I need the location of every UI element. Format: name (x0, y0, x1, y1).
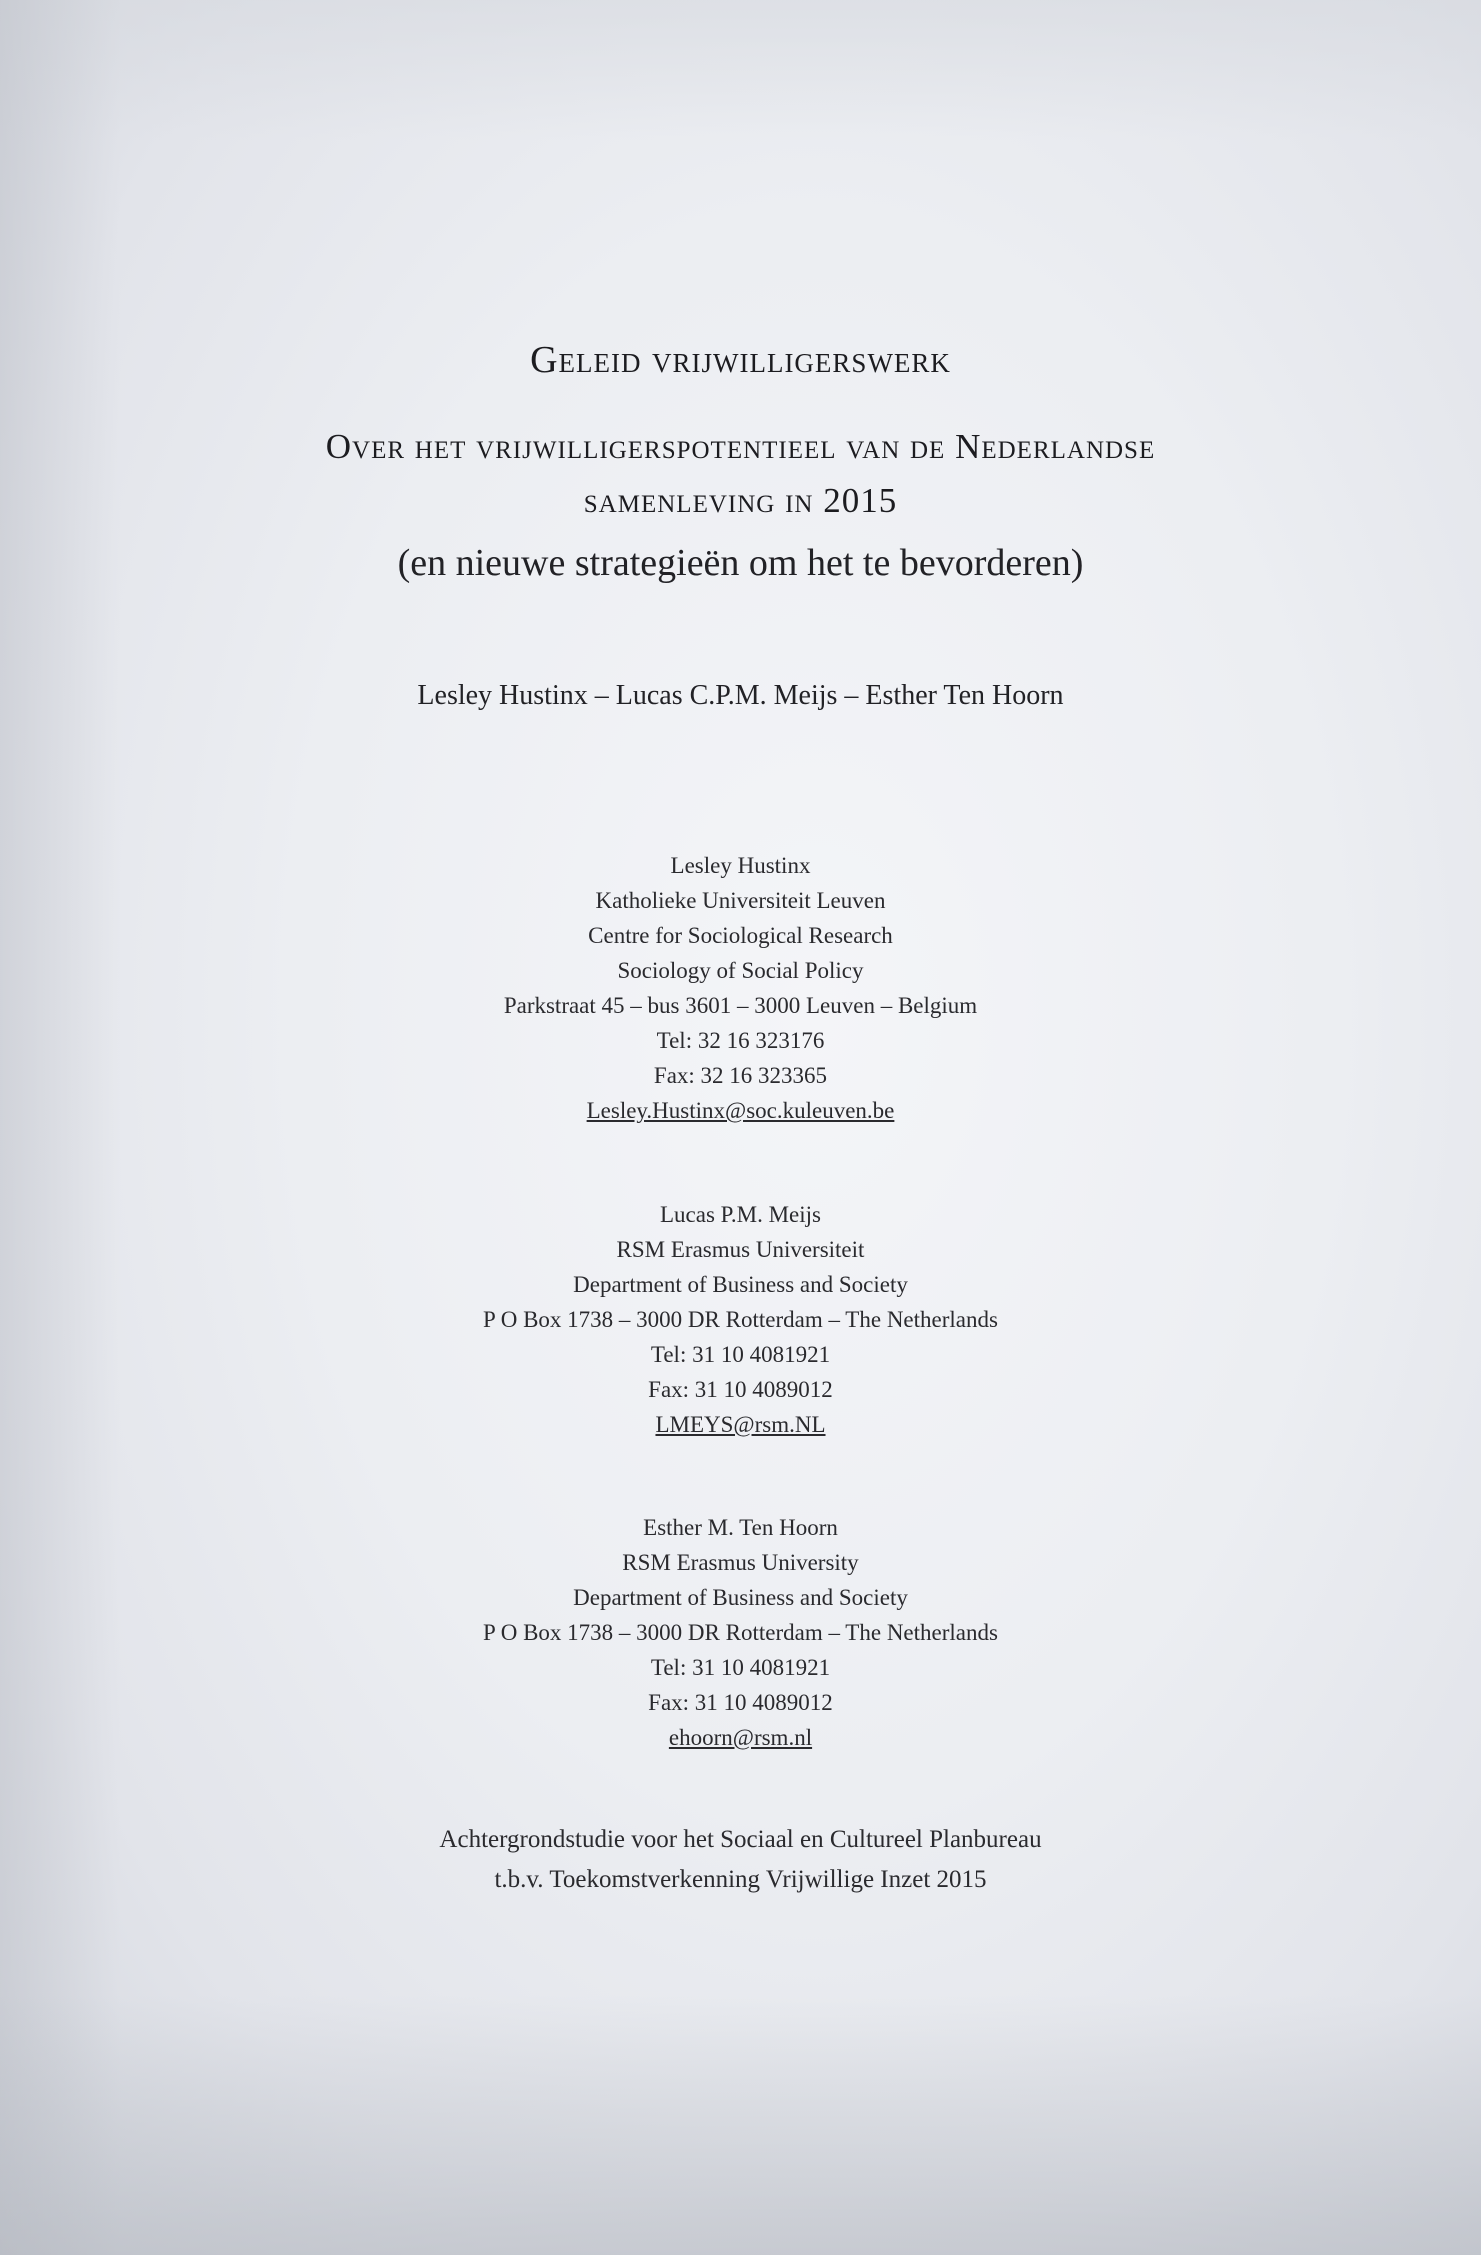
contact-line: Tel: 31 10 4081921 (650, 1342, 831, 1367)
subtitle-line-1: Over het vrijwilligerspotentieel van de Nederlandse (325, 427, 1156, 466)
contact-line: Department of Business and Society (573, 1272, 908, 1297)
document-title: Geleid vrijwilligerswerk (530, 339, 951, 381)
contact-block-meijs (0, 1197, 1481, 1442)
paper-shadow-top (0, 0, 1481, 140)
author-list: Lesley Hustinx – Lucas C.P.M. Meijs – Esther Ten Hoorn (417, 680, 1064, 711)
contact-block-hustinx (0, 848, 1481, 1128)
contact-email-link[interactable]: LMEYS@rsm.NL (655, 1412, 826, 1437)
footer-line-2: t.b.v. Toekomstverkenning Vrijwillige Inzet 2015 (494, 1866, 987, 1893)
contact-line: RSM Erasmus Universiteit (616, 1237, 865, 1262)
contact-name: Esther M. Ten Hoorn (643, 1515, 838, 1540)
contact-line: Centre for Sociological Research (588, 923, 893, 948)
contact-line: Department of Business and Society (573, 1585, 908, 1610)
contact-line: Tel: 32 16 323176 (656, 1028, 825, 1053)
contact-line: Fax: 31 10 4089012 (648, 1377, 833, 1402)
paper-shadow-bottom (0, 1995, 1481, 2255)
contact-line: Fax: 32 16 323365 (653, 1063, 828, 1088)
background-study-note (0, 1820, 1481, 1900)
contact-line: P O Box 1738 – 3000 DR Rotterdam – The Netherlands (483, 1620, 998, 1645)
contact-line: Tel: 31 10 4081921 (650, 1655, 831, 1680)
contact-block-ten-hoorn (0, 1510, 1481, 1755)
subtitle-line-2: samenleving in 2015 (583, 481, 898, 520)
contact-line: RSM Erasmus University (622, 1550, 859, 1575)
contact-line: Katholieke Universiteit Leuven (595, 888, 886, 913)
contact-line: Fax: 31 10 4089012 (648, 1690, 833, 1715)
document-subtitle (0, 420, 1481, 528)
contact-line: Parkstraat 45 – bus 3601 – 3000 Leuven – Belgium (503, 993, 978, 1018)
footer-line-1: Achtergrondstudie voor het Sociaal en Cultureel Planbureau (439, 1826, 1042, 1853)
contact-line: Sociology of Social Policy (617, 958, 864, 983)
contact-email-link[interactable]: Lesley.Hustinx@soc.kuleuven.be (586, 1098, 895, 1123)
contact-line: P O Box 1738 – 3000 DR Rotterdam – The Netherlands (483, 1307, 998, 1332)
contact-name: Lucas P.M. Meijs (660, 1202, 821, 1227)
contact-name: Lesley Hustinx (670, 853, 811, 878)
subtitle-parenthetical: (en nieuwe strategieën om het te bevorderen) (397, 542, 1084, 584)
contact-email-link[interactable]: ehoorn@rsm.nl (668, 1725, 813, 1750)
